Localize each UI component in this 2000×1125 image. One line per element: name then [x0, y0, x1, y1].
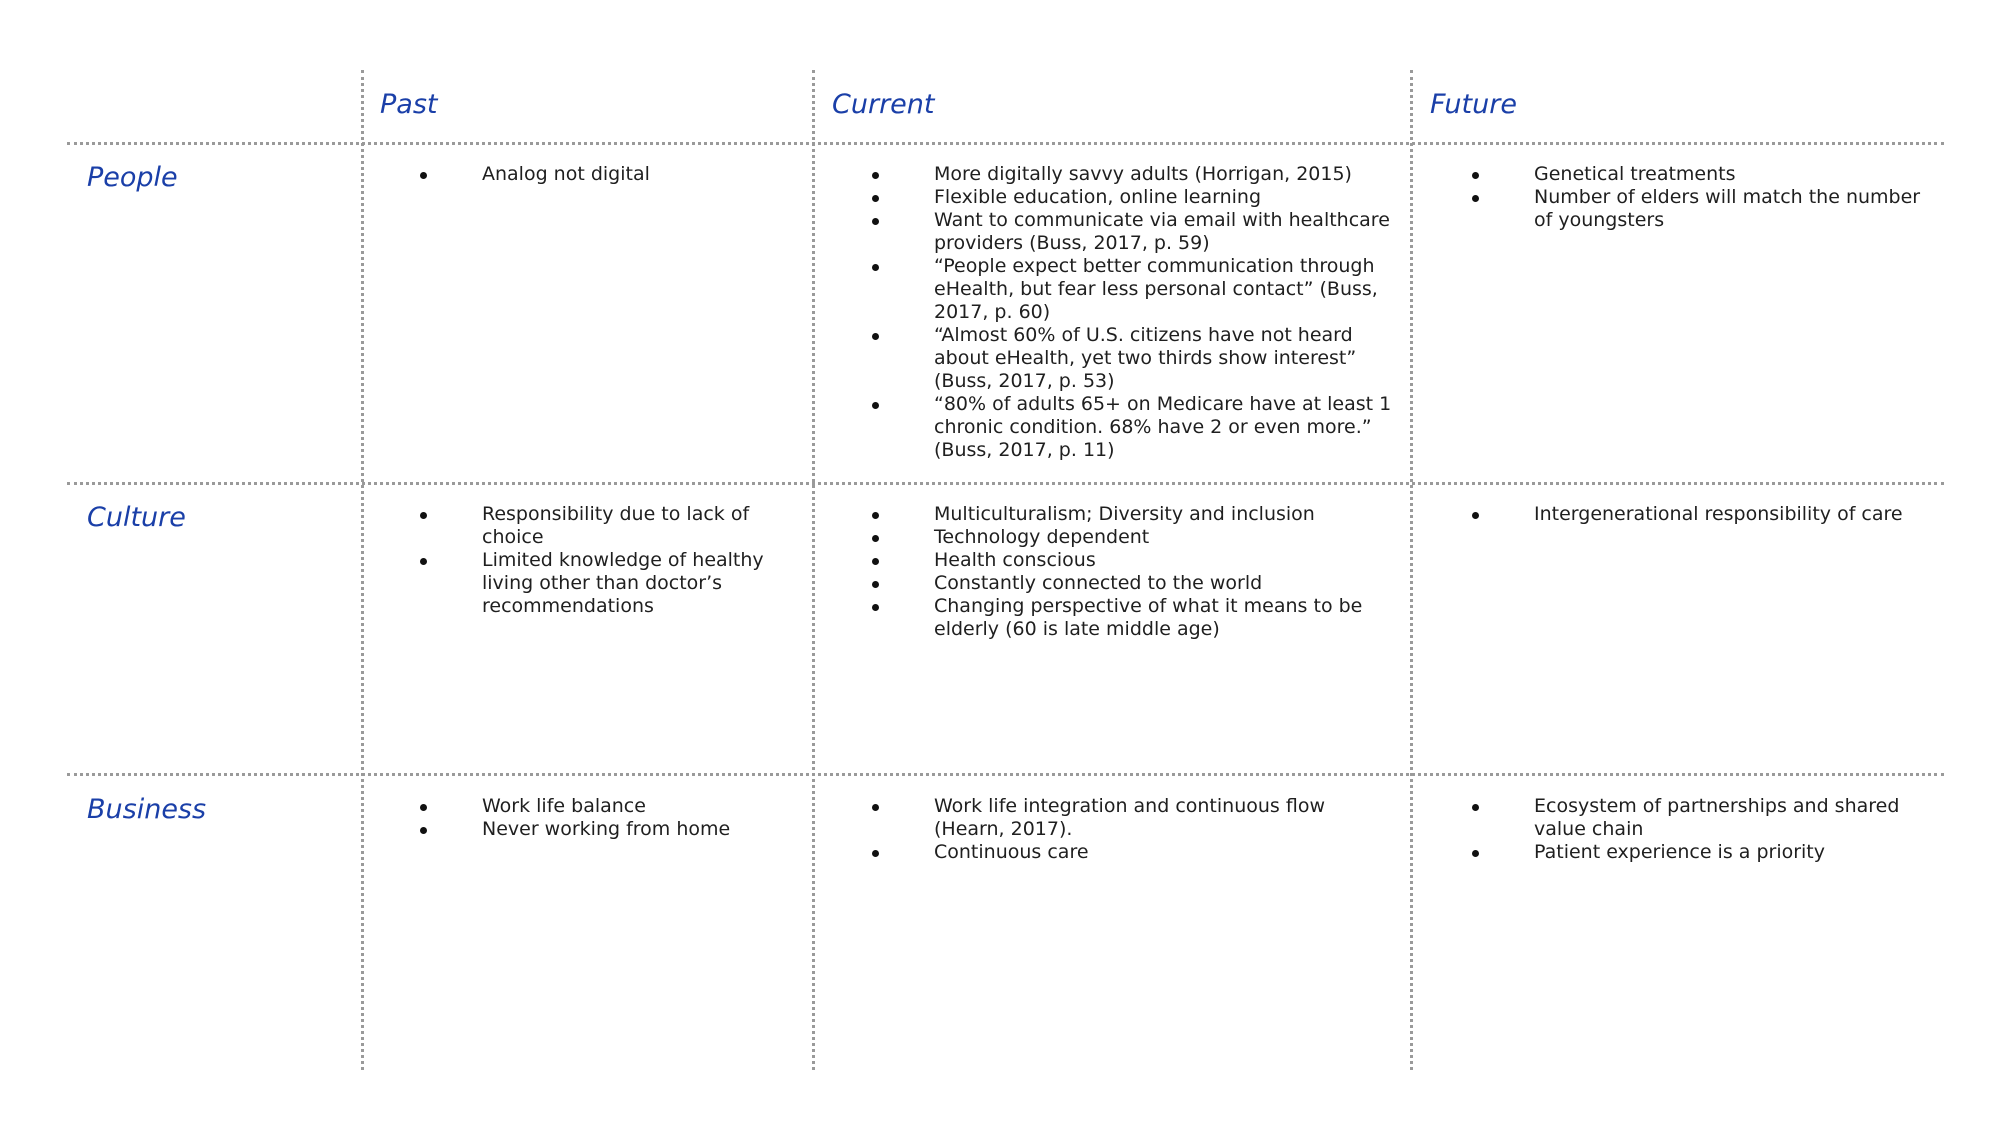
row-divider-2 — [67, 482, 1944, 485]
cell-people-past — [420, 163, 780, 186]
list-item: Never working from home — [420, 818, 782, 841]
list-item: Responsibility due to lack of choice — [420, 503, 782, 549]
list-item: Intergenerational responsibility of care — [1472, 503, 1942, 526]
list-item: Patient experience is a priority — [1472, 841, 1932, 864]
column-divider-3 — [1410, 70, 1413, 1070]
cell-business-future — [1472, 795, 1932, 864]
list-item: Want to communicate via email with healthcare providers (Buss, 2017, p. 59) — [872, 209, 1392, 255]
cell-culture-past — [420, 503, 782, 618]
list-item: More digitally savvy adults (Horrigan, 2015) — [872, 163, 1392, 186]
list-item: Multiculturalism; Diversity and inclusion — [872, 503, 1392, 526]
cell-business-past — [420, 795, 782, 841]
list-item: Limited knowledge of healthy living other than doctor’s recommendations — [420, 549, 782, 618]
cell-business-current — [872, 795, 1392, 864]
row-header-business: Business — [87, 794, 207, 825]
list-item: Flexible education, online learning — [872, 186, 1392, 209]
list-item: Continuous care — [872, 841, 1392, 864]
list-item: Changing perspective of what it means to be elderly (60 is late middle age) — [872, 595, 1392, 641]
column-divider-1 — [361, 70, 364, 1070]
list-item: “Almost 60% of U.S. citizens have not heard about eHealth, yet two thirds show interest” (Buss, 2017, p. 53) — [872, 324, 1392, 393]
column-header-past: Past — [380, 89, 438, 120]
column-header-current: Current — [832, 89, 935, 120]
column-divider-2 — [812, 70, 815, 1070]
cell-culture-current — [872, 503, 1392, 641]
list-item: Work life integration and continuous flow (Hearn, 2017). — [872, 795, 1392, 841]
list-item: Work life balance — [420, 795, 782, 818]
row-header-people: People — [87, 162, 178, 193]
list-item: “People expect better communication through eHealth, but fear less personal contact” (Buss, 2017, p. 60) — [872, 255, 1392, 324]
list-item: Technology dependent — [872, 526, 1392, 549]
list-item: Constantly connected to the world — [872, 572, 1392, 595]
list-item: “80% of adults 65+ on Medicare have at least 1 chronic condition. 68% have 2 or even more.” (Buss, 2017, p. 11) — [872, 393, 1392, 462]
cell-people-future — [1472, 163, 1932, 232]
list-item: Health conscious — [872, 549, 1392, 572]
list-item: Genetical treatments — [1472, 163, 1932, 186]
list-item: Analog not digital — [420, 163, 780, 186]
column-header-future: Future — [1430, 89, 1517, 120]
row-header-culture: Culture — [87, 502, 186, 533]
row-divider-3 — [67, 773, 1944, 776]
cell-culture-future — [1472, 503, 1942, 526]
cell-people-current — [872, 163, 1392, 462]
row-divider-1 — [67, 142, 1944, 145]
list-item: Number of elders will match the number of youngsters — [1472, 186, 1932, 232]
list-item: Ecosystem of partnerships and shared value chain — [1472, 795, 1932, 841]
